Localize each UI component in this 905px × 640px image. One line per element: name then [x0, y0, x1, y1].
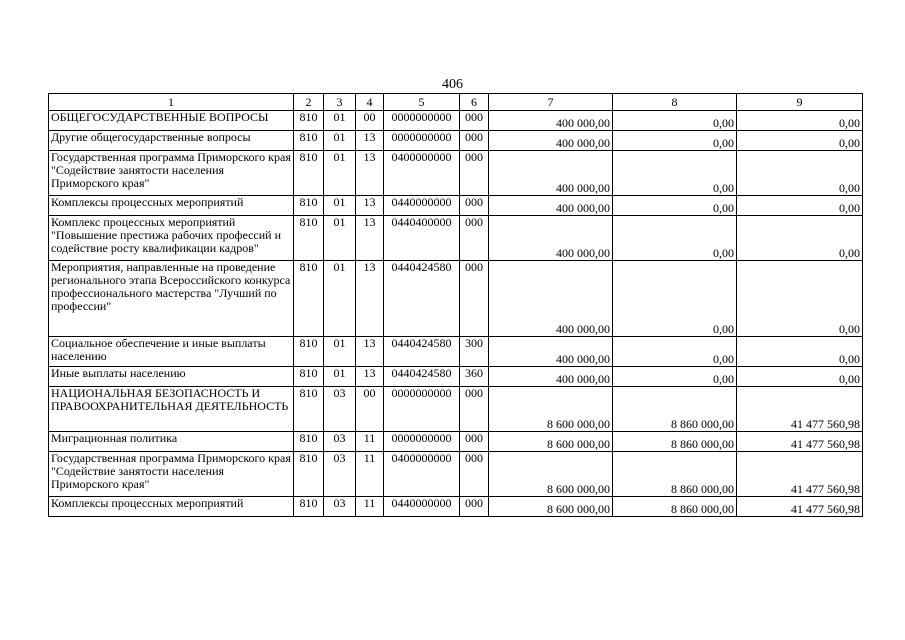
table-row — [49, 337, 863, 367]
target-article-code: 0440424580 — [384, 337, 460, 367]
section-code: 01 — [324, 151, 356, 196]
ministry-code: 810 — [294, 452, 324, 497]
amount-col-9: 0,00 — [737, 337, 863, 367]
amount-col-8: 8 860 000,00 — [613, 432, 737, 452]
amount-col-7: 400 000,00 — [489, 367, 613, 387]
ministry-code: 810 — [294, 432, 324, 452]
amount-col-7: 8 600 000,00 — [489, 387, 613, 432]
item-name: Комплекс процессных мероприятий "Повышение престижа рабочих профессий и содействие росту квалификации кадров" — [49, 216, 294, 261]
amount-col-9: 0,00 — [737, 151, 863, 196]
column-header: 8 — [613, 94, 737, 111]
amount-col-7: 400 000,00 — [489, 337, 613, 367]
amount-col-9: 41 477 560,98 — [737, 387, 863, 432]
amount-col-7: 400 000,00 — [489, 131, 613, 151]
column-header: 6 — [460, 94, 489, 111]
subsection-code: 13 — [356, 216, 384, 261]
item-name: Иные выплаты населению — [49, 367, 294, 387]
item-name: Социальное обеспечение и иные выплаты населению — [49, 337, 294, 367]
subsection-code: 11 — [356, 432, 384, 452]
target-article-code: 0000000000 — [384, 131, 460, 151]
ministry-code: 810 — [294, 337, 324, 367]
amount-col-8: 0,00 — [613, 131, 737, 151]
expense-type-code: 000 — [460, 131, 489, 151]
target-article-code: 0400000000 — [384, 151, 460, 196]
target-article-code: 0000000000 — [384, 111, 460, 131]
amount-col-7: 400 000,00 — [489, 151, 613, 196]
item-name: Государственная программа Приморского края "Содействие занятости населения Приморского края" — [49, 151, 294, 196]
item-name: Комплексы процессных мероприятий — [49, 196, 294, 216]
amount-col-9: 0,00 — [737, 131, 863, 151]
table-row — [49, 432, 863, 452]
amount-col-7: 8 600 000,00 — [489, 497, 613, 517]
expense-type-code: 300 — [460, 337, 489, 367]
subsection-code: 13 — [356, 261, 384, 337]
column-header: 7 — [489, 94, 613, 111]
column-header: 9 — [737, 94, 863, 111]
amount-col-8: 0,00 — [613, 216, 737, 261]
expense-type-code: 000 — [460, 111, 489, 131]
amount-col-7: 8 600 000,00 — [489, 452, 613, 497]
item-name: Другие общегосударственные вопросы — [49, 131, 294, 151]
amount-col-9: 0,00 — [737, 261, 863, 337]
expense-type-code: 000 — [460, 196, 489, 216]
target-article-code: 0000000000 — [384, 432, 460, 452]
header-row — [49, 94, 863, 111]
section-code: 03 — [324, 452, 356, 497]
item-name: ОБЩЕГОСУДАРСТВЕННЫЕ ВОПРОСЫ — [49, 111, 294, 131]
section-code: 01 — [324, 337, 356, 367]
section-code: 01 — [324, 367, 356, 387]
table-row — [49, 387, 863, 432]
table-row — [49, 216, 863, 261]
subsection-code: 00 — [356, 111, 384, 131]
page-number: 406 — [442, 77, 463, 92]
budget-table — [48, 93, 863, 517]
section-code: 01 — [324, 196, 356, 216]
amount-col-8: 0,00 — [613, 196, 737, 216]
target-article-code: 0400000000 — [384, 452, 460, 497]
section-code: 01 — [324, 261, 356, 337]
subsection-code: 00 — [356, 387, 384, 432]
amount-col-8: 8 860 000,00 — [613, 387, 737, 432]
expense-type-code: 000 — [460, 497, 489, 517]
amount-col-9: 0,00 — [737, 196, 863, 216]
item-name: Миграционная политика — [49, 432, 294, 452]
table-row — [49, 151, 863, 196]
subsection-code: 13 — [356, 337, 384, 367]
amount-col-7: 400 000,00 — [489, 261, 613, 337]
section-code: 01 — [324, 216, 356, 261]
amount-col-7: 8 600 000,00 — [489, 432, 613, 452]
target-article-code: 0440000000 — [384, 196, 460, 216]
target-article-code: 0440400000 — [384, 216, 460, 261]
ministry-code: 810 — [294, 216, 324, 261]
column-header: 4 — [356, 94, 384, 111]
target-article-code: 0440000000 — [384, 497, 460, 517]
ministry-code: 810 — [294, 131, 324, 151]
ministry-code: 810 — [294, 367, 324, 387]
item-name: НАЦИОНАЛЬНАЯ БЕЗОПАСНОСТЬ И ПРАВООХРАНИТЕЛЬНАЯ ДЕЯТЕЛЬНОСТЬ — [49, 387, 294, 432]
amount-col-8: 8 860 000,00 — [613, 497, 737, 517]
subsection-code: 13 — [356, 131, 384, 151]
subsection-code: 13 — [356, 196, 384, 216]
expense-type-code: 000 — [460, 387, 489, 432]
expense-type-code: 000 — [460, 261, 489, 337]
table-row — [49, 261, 863, 337]
table-row — [49, 497, 863, 517]
ministry-code: 810 — [294, 261, 324, 337]
expense-type-code: 000 — [460, 216, 489, 261]
section-code: 01 — [324, 111, 356, 131]
column-header: 3 — [324, 94, 356, 111]
amount-col-9: 0,00 — [737, 367, 863, 387]
ministry-code: 810 — [294, 497, 324, 517]
section-code: 03 — [324, 432, 356, 452]
subsection-code: 11 — [356, 452, 384, 497]
expense-type-code: 000 — [460, 432, 489, 452]
subsection-code: 13 — [356, 367, 384, 387]
amount-col-8: 0,00 — [613, 337, 737, 367]
table-row — [49, 111, 863, 131]
amount-col-8: 0,00 — [613, 151, 737, 196]
column-header: 2 — [294, 94, 324, 111]
item-name: Комплексы процессных мероприятий — [49, 497, 294, 517]
amount-col-8: 0,00 — [613, 367, 737, 387]
amount-col-9: 41 477 560,98 — [737, 452, 863, 497]
item-name: Государственная программа Приморского края "Содействие занятости населения Приморского края" — [49, 452, 294, 497]
amount-col-8: 8 860 000,00 — [613, 452, 737, 497]
table-row — [49, 131, 863, 151]
amount-col-9: 41 477 560,98 — [737, 497, 863, 517]
expense-type-code: 360 — [460, 367, 489, 387]
table-row — [49, 367, 863, 387]
expense-type-code: 000 — [460, 151, 489, 196]
ministry-code: 810 — [294, 111, 324, 131]
amount-col-7: 400 000,00 — [489, 216, 613, 261]
table-row — [49, 196, 863, 216]
section-code: 01 — [324, 131, 356, 151]
amount-col-8: 0,00 — [613, 261, 737, 337]
amount-col-7: 400 000,00 — [489, 196, 613, 216]
table-row — [49, 452, 863, 497]
section-code: 03 — [324, 497, 356, 517]
amount-col-8: 0,00 — [613, 111, 737, 131]
column-header: 5 — [384, 94, 460, 111]
subsection-code: 13 — [356, 151, 384, 196]
amount-col-7: 400 000,00 — [489, 111, 613, 131]
amount-col-9: 0,00 — [737, 111, 863, 131]
ministry-code: 810 — [294, 387, 324, 432]
target-article-code: 0440424580 — [384, 261, 460, 337]
subsection-code: 11 — [356, 497, 384, 517]
target-article-code: 0440424580 — [384, 367, 460, 387]
target-article-code: 0000000000 — [384, 387, 460, 432]
section-code: 03 — [324, 387, 356, 432]
ministry-code: 810 — [294, 196, 324, 216]
ministry-code: 810 — [294, 151, 324, 196]
expense-type-code: 000 — [460, 452, 489, 497]
amount-col-9: 0,00 — [737, 216, 863, 261]
column-header: 1 — [49, 94, 294, 111]
item-name: Мероприятия, направленные на проведение регионального этапа Всероссийского конкурса профессионального мастерства "Лучший по профессии" — [49, 261, 294, 337]
amount-col-9: 41 477 560,98 — [737, 432, 863, 452]
